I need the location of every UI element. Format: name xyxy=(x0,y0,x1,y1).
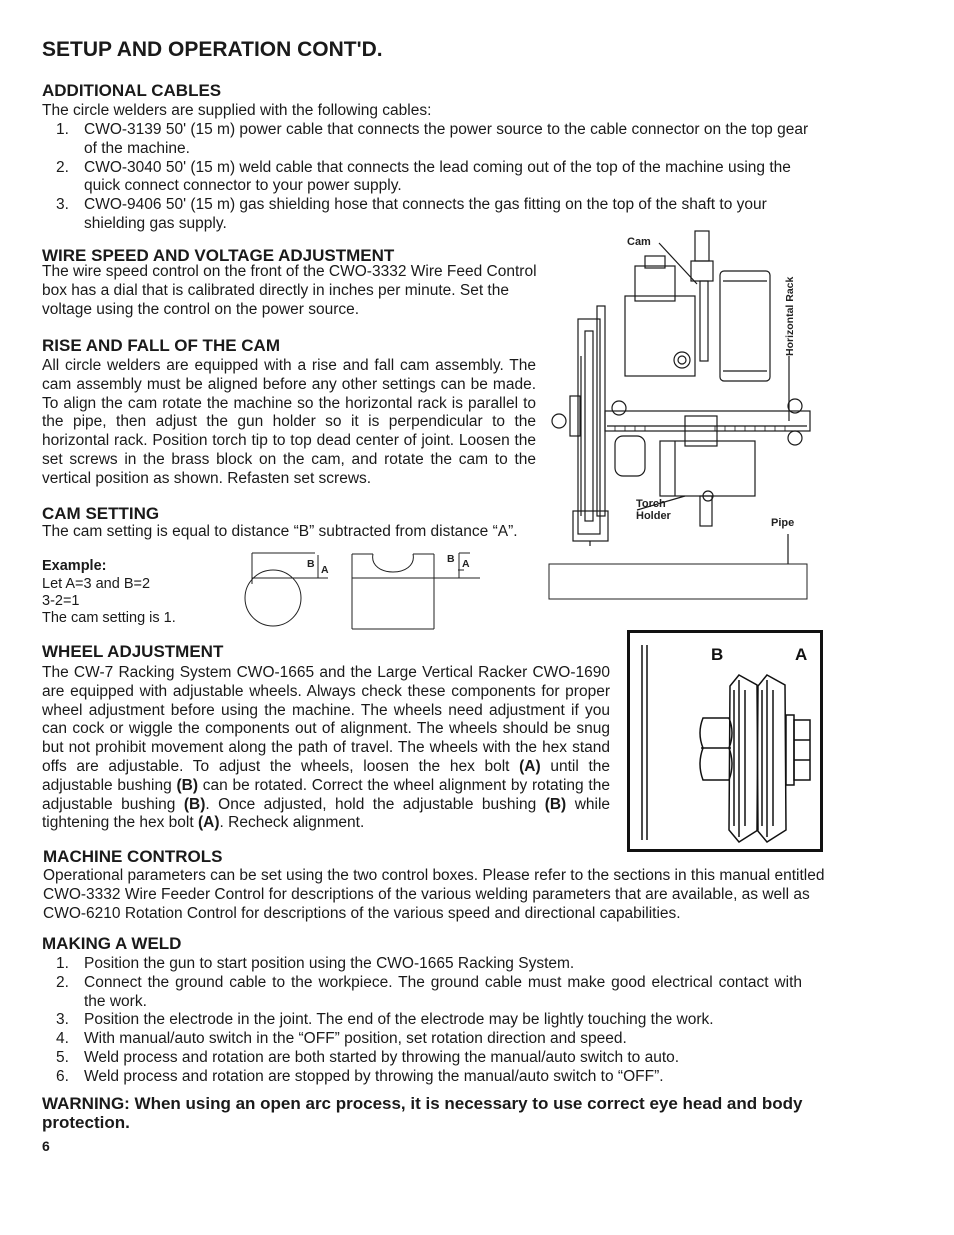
wheel-adjustment-heading: WHEEL ADJUSTMENT xyxy=(42,642,224,661)
cam-b-label: B xyxy=(447,553,455,565)
cables-list xyxy=(42,121,812,234)
list-item: 3. Position the electrode in the joint. The end of the electrode may be lightly touching the work. xyxy=(56,1011,714,1029)
wire-speed-text: The wire speed control on the front of the CWO-3332 Wire Feed Control box has a dial that is calibrated directly in inches per minute. Set the voltage using the control on the power source. xyxy=(42,263,537,318)
list-item: 1. Position the gun to start position using the CWO-1665 Racking System. xyxy=(56,955,575,972)
cam-a-label: A xyxy=(462,558,470,570)
list-item: 2. Connect the ground cable to the workpiece. The ground cable must make good electrical contact with the work. xyxy=(56,973,802,1010)
wheel-a-label: A xyxy=(795,645,808,664)
machine-controls-heading: MACHINE CONTROLS xyxy=(43,847,223,866)
cam-setting-text: The cam setting is equal to distance “B” subtracted from distance “A”. xyxy=(42,523,518,540)
additional-cables-intro: The circle welders are supplied with the following cables: xyxy=(42,102,432,119)
weld-steps-list xyxy=(42,955,802,1087)
wire-speed-heading: WIRE SPEED AND VOLTAGE ADJUSTMENT xyxy=(42,246,395,265)
additional-cables-heading: ADDITIONAL CABLES xyxy=(42,81,222,100)
label-horizontal-rack: Horizontal Rack xyxy=(784,276,796,356)
cam-diagram xyxy=(240,548,480,634)
cam-setting-heading: CAM SETTING xyxy=(42,504,160,523)
label-holder: Holder xyxy=(636,510,671,522)
cam-a-label: A xyxy=(321,564,329,576)
list-item: 2. CWO-3040 50' (15 m) weld cable that connects the lead coming out of the top of the machine using the quick connect connector to your power supply. xyxy=(56,158,791,195)
wheel-diagram xyxy=(627,630,823,852)
list-item: 4. With manual/auto switch in the “OFF” position, set rotation direction and speed. xyxy=(56,1030,627,1048)
page-title: SETUP AND OPERATION CONT'D. xyxy=(42,38,383,61)
list-item: 3. CWO-9406 50' (15 m) gas shielding hose that connects the gas fitting on the top of the shaft to your shielding gas supply. xyxy=(56,196,767,232)
label-torch: Torch xyxy=(636,498,666,510)
cam-b-label: B xyxy=(307,558,315,570)
example-label: Example: xyxy=(42,558,107,574)
machine-controls-text: Operational parameters can be set using the two control boxes. Please refer to the sections in this manual entitled CWO-3332 Wire Feeder Control for descriptions of the various welding parameters that are available, as well as CWO-6210 Rotation Control for descriptions of the various speed and directional capabilities. xyxy=(43,867,825,922)
circle-welder-drawing xyxy=(545,226,845,606)
making-weld-heading: MAKING A WELD xyxy=(42,934,182,953)
list-item: 6. Weld process and rotation are stopped by throwing the manual/auto switch to “OFF”. xyxy=(56,1067,664,1085)
rise-fall-text: All circle welders are equipped with a rise and fall cam assembly. The cam assembly must be aligned before any other settings can be made. To align the cam rotate the machine so the horizontal rack is parallel to the pipe, then adjust the gun holder so it is perpendicular to the horizontal rack. Position torch tip to top dead center of joint. Loosen the set screws in the brass block on the cam, and rotate the cam to the vertical position as shown. Refasten set screws. xyxy=(42,357,536,487)
label-cam: Cam xyxy=(627,236,651,248)
wheel-b-label: B xyxy=(711,645,724,664)
example-line: 3-2=1 xyxy=(42,593,80,609)
example-line: The cam setting is 1. xyxy=(42,610,176,626)
warning-text: WARNING: When using an open arc process, it is necessary to use correct eye head and body protection. xyxy=(42,1094,803,1132)
rise-fall-heading: RISE AND FALL OF THE CAM xyxy=(42,336,280,355)
example-line: Let A=3 and B=2 xyxy=(42,576,151,592)
label-pipe: Pipe xyxy=(771,517,795,529)
page-number: 6 xyxy=(42,1138,50,1154)
list-item: 1. CWO-3139 50' (15 m) power cable that connects the power source to the cable connector on the top gear of the machine. xyxy=(56,121,809,157)
wheel-adjustment-text: The CW-7 Racking System CWO-1665 and the Large Vertical Racker CWO-1690 are equipped with adjustable wheels. Always check these components for proper wheel adjustment before using the machine. The wheels need adjustment if you can cock or wiggle the components out of alignment. The wheels should be snug but not prohibit movement along the path of travel. The wheels with the hex stand offs are adjustable. To adjust the wheels, loosen the hex bolt (A) until the adjustable bushing (B) can be rotated. Correct the wheel alignment by rotating the adjustable bushing (B). Once adjusted, hold the adjustable bushing (B) while tightening the hex bolt (A). Recheck alignment. xyxy=(42,664,611,832)
list-item: 5. Weld process and rotation are both started by throwing the manual/auto switch to auto. xyxy=(56,1048,680,1066)
